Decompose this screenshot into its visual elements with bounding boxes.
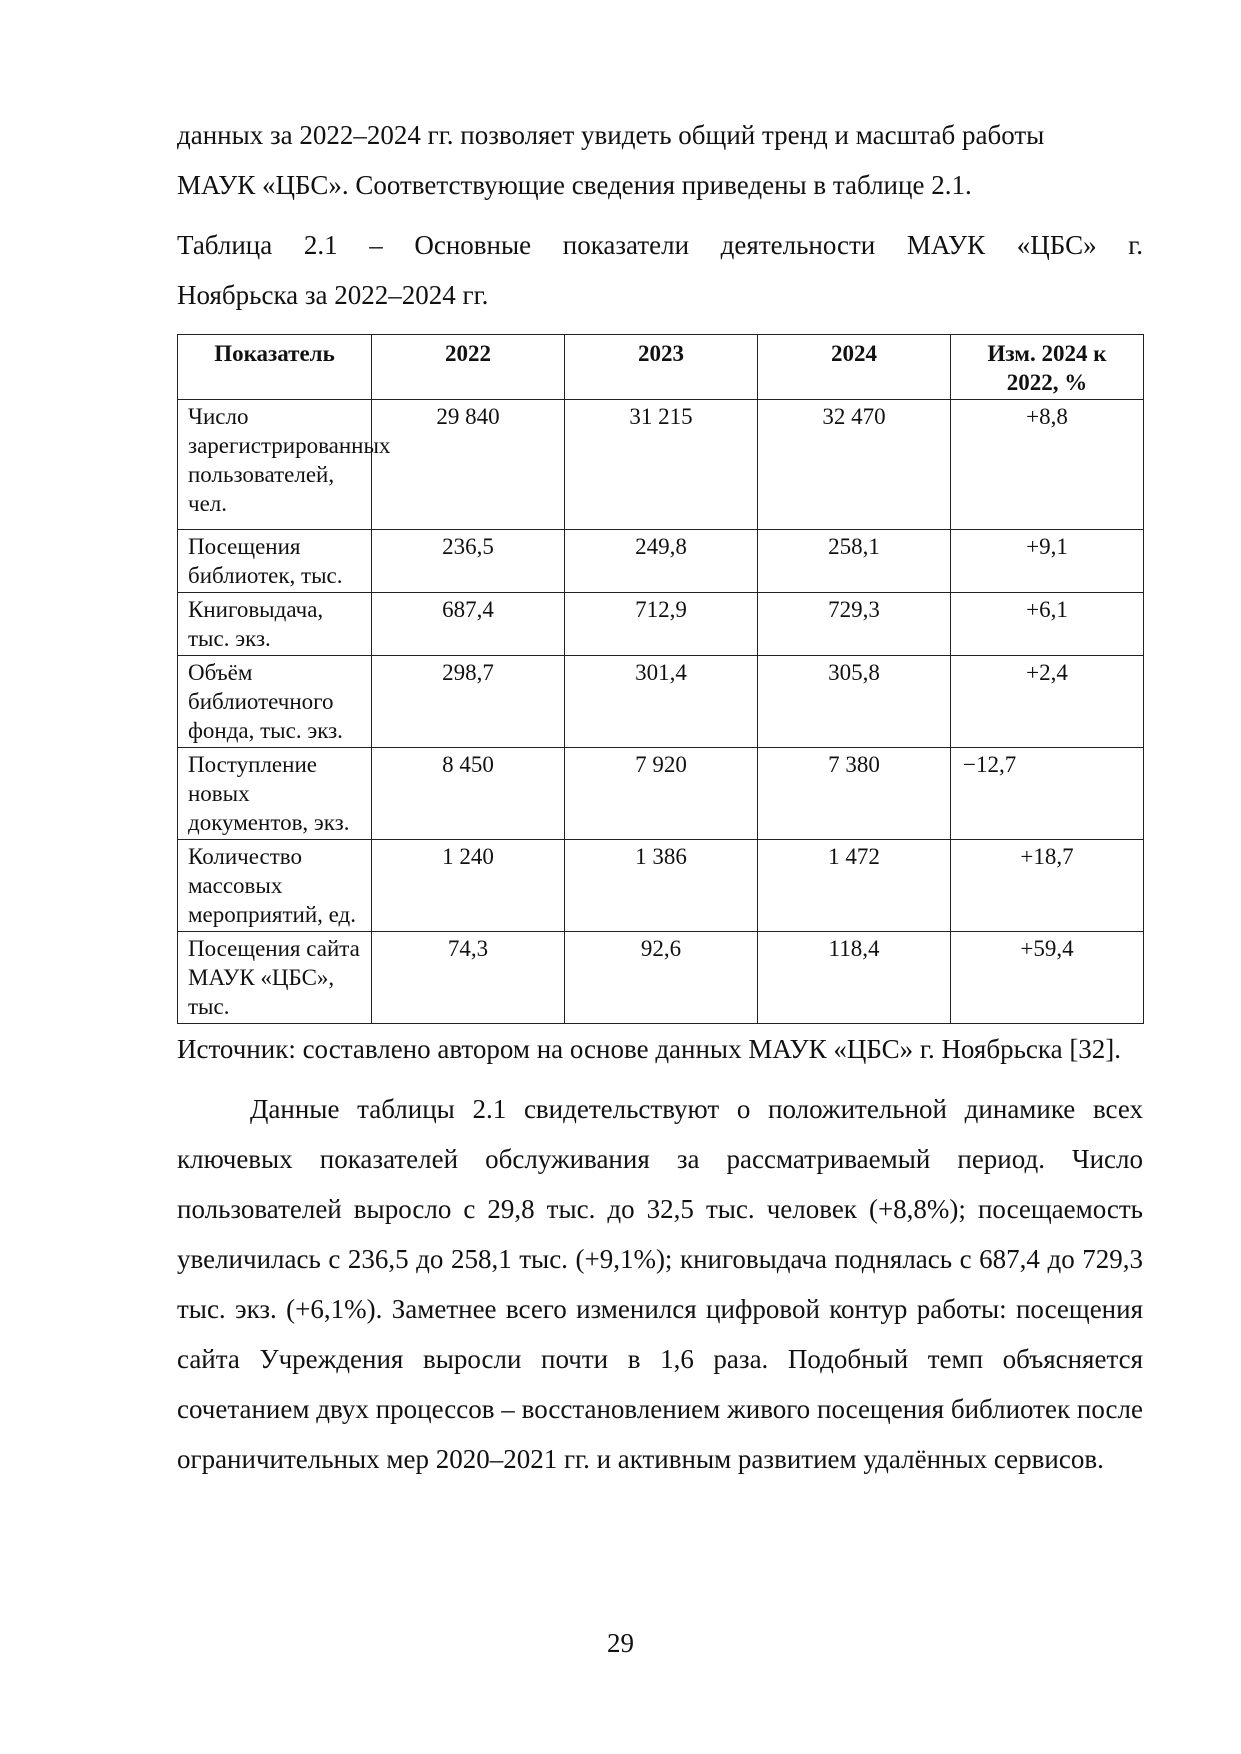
cell-2024: 7 380 bbox=[758, 748, 951, 840]
header-2022: 2022 bbox=[372, 335, 565, 400]
page-number: 29 bbox=[607, 1628, 634, 1658]
cell-2023: 301,4 bbox=[565, 656, 758, 748]
cell-2022: 298,7 bbox=[372, 656, 565, 748]
table-row bbox=[178, 932, 1144, 1024]
cell-change: +2,4 bbox=[951, 656, 1144, 748]
header-indicator: Показатель bbox=[178, 335, 372, 400]
cell-2023: 249,8 bbox=[565, 530, 758, 593]
row-label: Посещения сайта МАУК «ЦБС», тыс. bbox=[178, 932, 372, 1024]
cell-2024: 32 470 bbox=[758, 400, 951, 530]
row-label: Объём библиотечного фонда, тыс. экз. bbox=[178, 656, 372, 748]
intro-paragraph bbox=[177, 110, 1143, 210]
table-row bbox=[178, 593, 1144, 656]
body-paragraph: Данные таблицы 2.1 свидетельствуют о положительной динамике всех ключевых показателей обслуживания за рассматриваемый период. Число пользователей выросло с 29,8 тыс. до 32,5 тыс. человек (+8,8%); посещаемость увеличилась с 236,5 до 258,1 тыс. (+9,1%); книговыдача поднялась с 687,4 до 729,3 тыс. экз. (+6,1%). Заметнее всего изменился цифровой контур работы: посещения сайта Учреждения выросли почти в 1,6 раза. Подобный темп объясняется сочетанием двух процессов – восстановлением живого посещения библиотек после ограничительных мер 2020–2021 гг. и активным развитием удалённых сервисов. bbox=[177, 1094, 1143, 1474]
cell-2022: 1 240 bbox=[372, 840, 565, 932]
table-row bbox=[178, 656, 1144, 748]
cell-change: −12,7 bbox=[951, 748, 1144, 840]
table-caption bbox=[177, 220, 1143, 270]
caption-line-1: Таблица 2.1 – Основные показатели деятельности МАУК «ЦБС» г. bbox=[177, 230, 1143, 260]
cell-change: +6,1 bbox=[951, 593, 1144, 656]
cell-2023: 92,6 bbox=[565, 932, 758, 1024]
cell-2024: 258,1 bbox=[758, 530, 951, 593]
cell-change: +18,7 bbox=[951, 840, 1144, 932]
cell-change: +59,4 bbox=[951, 932, 1144, 1024]
table-caption-cont bbox=[177, 270, 1143, 320]
cell-2023: 712,9 bbox=[565, 593, 758, 656]
header-2023: 2023 bbox=[565, 335, 758, 400]
header-change: Изм. 2024 к 2022, % bbox=[951, 335, 1144, 400]
cell-2022: 29 840 bbox=[372, 400, 565, 530]
table-source-note: Источник: составлено автором на основе данных МАУК «ЦБС» г. Ноябрьска [32]. bbox=[177, 1034, 1122, 1064]
cell-2022: 236,5 bbox=[372, 530, 565, 593]
intro-line-2: МАУК «ЦБС». Соответствующие сведения приведены в таблице 2.1. bbox=[177, 170, 972, 200]
cell-2023: 1 386 bbox=[565, 840, 758, 932]
caption-line-2: Ноябрьска за 2022–2024 гг. bbox=[177, 280, 489, 310]
cell-2024: 118,4 bbox=[758, 932, 951, 1024]
row-label: Посещения библиотек, тыс. bbox=[178, 530, 372, 593]
table-row bbox=[178, 748, 1144, 840]
row-label: Количество массовых мероприятий, ед. bbox=[178, 840, 372, 932]
header-2024: 2024 bbox=[758, 335, 951, 400]
row-label: Число зарегистрированных пользователей, чел. bbox=[178, 400, 372, 530]
table-row bbox=[178, 400, 1144, 530]
cell-2022: 74,3 bbox=[372, 932, 565, 1024]
table-row bbox=[178, 530, 1144, 593]
cell-2023: 7 920 bbox=[565, 748, 758, 840]
document-page bbox=[177, 110, 1143, 1484]
cell-2022: 8 450 bbox=[372, 748, 565, 840]
indicators-table bbox=[177, 334, 1144, 1024]
cell-change: +9,1 bbox=[951, 530, 1144, 593]
row-label: Поступление новых документов, экз. bbox=[178, 748, 372, 840]
table-row bbox=[178, 840, 1144, 932]
cell-2022: 687,4 bbox=[372, 593, 565, 656]
table-header-row bbox=[178, 335, 1144, 400]
cell-2024: 729,3 bbox=[758, 593, 951, 656]
cell-change: +8,8 bbox=[951, 400, 1144, 530]
row-label: Книговыдача, тыс. экз. bbox=[178, 593, 372, 656]
cell-2023: 31 215 bbox=[565, 400, 758, 530]
cell-2024: 305,8 bbox=[758, 656, 951, 748]
cell-2024: 1 472 bbox=[758, 840, 951, 932]
intro-line-1: данных за 2022–2024 гг. позволяет увидеть общий тренд и масштаб работы bbox=[177, 120, 1045, 150]
